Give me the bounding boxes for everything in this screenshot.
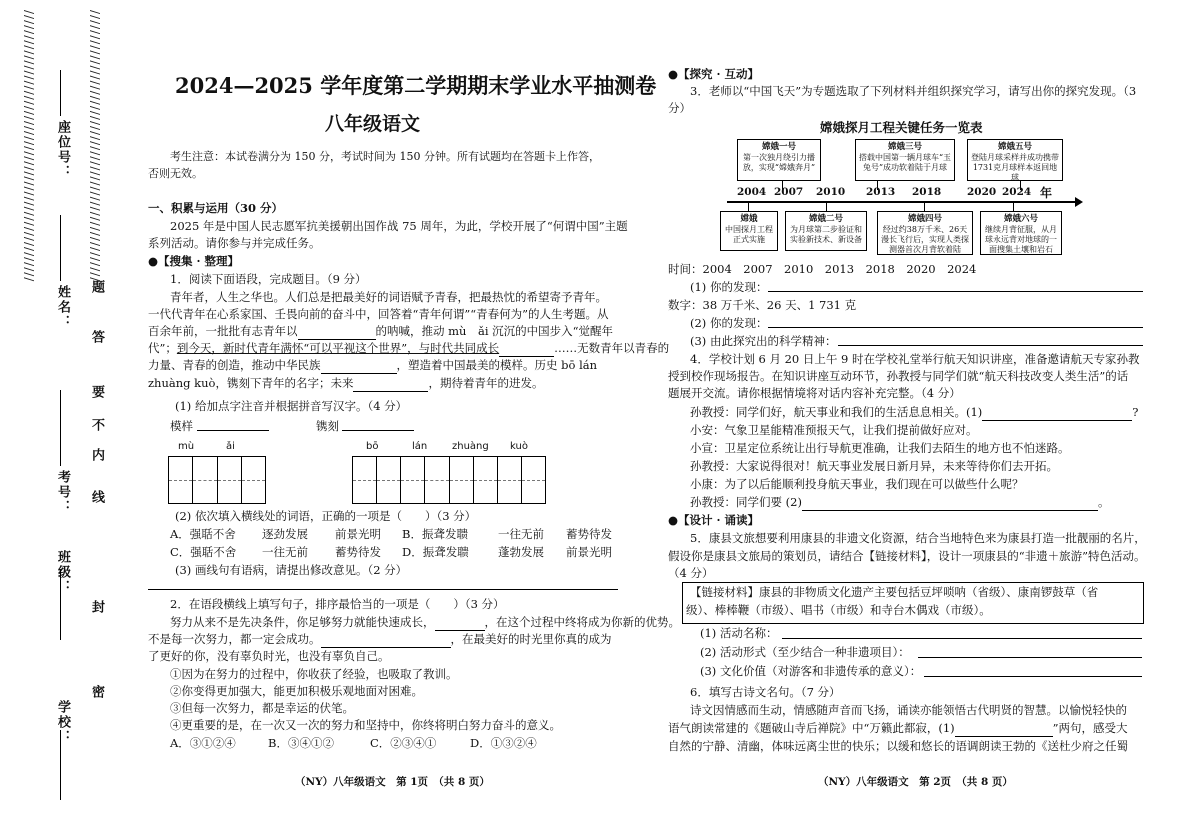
timeline-axis xyxy=(727,201,1077,203)
option-c: C．强聒不舍 xyxy=(170,545,237,559)
numbers-line: 数字：38 万千米、26 天、1 731 克 xyxy=(668,298,857,312)
name-label: 姓名： xyxy=(55,285,70,330)
option-d: D．振聋发聩 xyxy=(402,545,469,559)
paragraph-line: 代”；到今天，新时代青年满怀“可以平视这个世界”，与时代共同成长 ……无数青年以青春的 xyxy=(148,341,670,355)
intro-line: 系列活动。请你参与并完成任务。 xyxy=(148,236,321,250)
year-label: 2004 xyxy=(737,186,767,198)
poem-line: 诗文因情感而生动，情感随声音而飞扬，诵读亦能领悟古代明贤的智慧。以愉悦轻快的 xyxy=(690,703,1127,717)
link-material-text: 【链接材料】康县的非物质文化遗产主要包括豆坪唢呐（省级）、康南锣鼓草（省 xyxy=(690,585,1099,599)
seal-char: 要 xyxy=(89,385,104,400)
fill-blank[interactable] xyxy=(499,356,554,357)
task-heading: ●【探究 · 互动】 xyxy=(668,67,760,81)
exam-subtitle: 八年级语文 xyxy=(325,113,421,135)
dialogue-line: 小康：为了以后能顺利投身航天事业，我们现在可以做些什么呢？ xyxy=(690,477,1024,491)
grid-cell[interactable] xyxy=(425,457,449,503)
option-c: 蓄势待发 xyxy=(335,545,381,559)
paragraph-line: 百余年前，一批批有志青年以 的呐喊，推动 mù ǎi 沉沉的中国步入“觉醒年 xyxy=(148,324,614,338)
exam-no-label: 考号： xyxy=(55,470,70,515)
question-4: 题展开交流。请你根据情境将对话内容补充完整。（4 分） xyxy=(668,386,961,400)
question-4: 4．学校计划 6 月 20 日上午 9 时在学校礼堂举行航天知识讲座，准备邀请航天专家孙教 xyxy=(690,352,1140,366)
pinyin-label: bō xyxy=(366,441,379,452)
activity-form-label: (2) 活动形式（至少结合一种非遗项目）： xyxy=(700,645,910,659)
fill-blank[interactable] xyxy=(435,630,485,631)
option-b: 蓄势待发 xyxy=(566,527,612,541)
year-label: 2010 xyxy=(816,186,846,198)
task-heading: ●【设计 · 诵读】 xyxy=(668,513,760,527)
seat-field[interactable] xyxy=(60,70,61,116)
question-5: 假设你是康县文旅局的策划员，请结合【链接材料】，设计一项康县的“非遗＋旅游”特色活动。 xyxy=(668,549,1146,563)
question-1-1: (1) 给加点字注音并根据拼音写汉字。（4 分） xyxy=(175,399,408,413)
exam-title: 2024—2025 学年度第二学期期末学业水平抽测卷 xyxy=(175,73,657,98)
school-field[interactable] xyxy=(60,730,61,800)
connector xyxy=(748,202,749,211)
pinyin-answer-field[interactable] xyxy=(342,430,414,431)
activity-name-answer[interactable] xyxy=(782,638,1142,639)
fill-blank[interactable] xyxy=(321,647,451,648)
q2-sentence: ③但每一次努力，都是幸运的伏笔。 xyxy=(170,701,354,715)
q2-paragraph: 不是每一次努力，都一定会成功。 ，在最美好的时光里你真的成为 xyxy=(148,632,612,646)
writing-grid[interactable] xyxy=(352,456,546,504)
pinyin-label: lán xyxy=(412,441,428,452)
poem-line: 语气朗读常建的《题破山寺后禅院》中“万籁此都寂，(1) ”两句，感受大 xyxy=(668,721,1128,735)
notice-line: 否则无效。 xyxy=(148,167,203,180)
school-label: 学校： xyxy=(55,700,70,745)
activity-name-label: (1) 活动名称： xyxy=(700,626,778,640)
seat-label: 座位号： xyxy=(55,120,70,180)
finding-2-answer[interactable] xyxy=(768,327,1143,328)
mission-box-top: 嫦娥一号 第一次独月绕引力播放，实现“嫦娥奔月” xyxy=(737,139,821,181)
connector xyxy=(1013,202,1014,211)
year-label: 2024 xyxy=(1002,186,1032,198)
option-a: 前景光明 xyxy=(335,527,381,541)
page-footer: （NY）八年级语文 第 1页 （共 8 页） xyxy=(295,776,490,788)
flawed-sentence: 到今天，新时代青年满怀“可以平视这个世界”，与时代共同成长 xyxy=(176,341,500,355)
option-a: 逐劲发展 xyxy=(262,527,308,541)
dialogue-line: 小安：气象卫星能精准预报天气，让我们提前做好应对。 xyxy=(690,423,978,437)
year-label: 2013 xyxy=(866,186,896,198)
finding-3-label: (3) 由此探究出的科学精神： xyxy=(690,334,837,348)
chart-title: 嫦娥探月工程关键任务一览表 xyxy=(820,120,983,135)
activity-form-answer[interactable] xyxy=(918,657,1142,658)
grid-cell[interactable] xyxy=(193,457,217,503)
connector xyxy=(924,202,925,211)
dialogue-line: 孙教授：大家说得很对！航天事业发展日新月异，未来等待你们去开拓。 xyxy=(690,459,1058,473)
question-6: 6．填写古诗文名句。（7 分） xyxy=(690,685,841,699)
q2-sentence: ④更重要的是，在一次又一次的努力和坚持中，你终将明白努力奋斗的意义。 xyxy=(170,718,561,732)
pinyin-label: ǎi xyxy=(226,441,235,452)
tear-line-left: ////////////////////////////////////////////////////// xyxy=(22,10,36,283)
q2-option: B．③④①② xyxy=(268,736,334,750)
question-5: （4 分） xyxy=(668,566,714,580)
writing-grid[interactable] xyxy=(168,456,266,504)
mission-box-bottom: 嫦娥二号 为月球第二步验证和实验新技术、新设备 xyxy=(785,211,867,251)
grid-cell[interactable] xyxy=(522,457,545,503)
link-material-text: 级）、棒棒鞭（市级）、唱书（市级）和寺台木偶戏（市级）。 xyxy=(686,603,991,617)
mission-box-bottom: 嫦娥 中国探月工程正式实施 xyxy=(720,211,778,251)
mission-box-top: 嫦娥三号 搭载中国第一辆月球车“玉兔号”成功软着陆于月球 xyxy=(855,139,955,181)
paragraph-line: 一代代青年在心系家国、壬畏向前的奋斗中，回答着“青年何谓”“青春何为”的人生考题。从 xyxy=(148,307,609,321)
exam-no-field[interactable] xyxy=(60,390,61,466)
question-3: 3．老师以“中国飞天”为专题选取了下列材料并组织探究学习，请写出你的探究发现。（3 xyxy=(690,84,1137,98)
class-field[interactable] xyxy=(60,570,61,640)
year-label: 2018 xyxy=(912,186,942,198)
section-heading: 一、积累与运用（30 分） xyxy=(148,201,284,215)
timeline-arrow-icon xyxy=(1075,197,1083,207)
question-3: 分） xyxy=(668,101,691,115)
dialogue-answer-2[interactable] xyxy=(802,510,1098,511)
grid-cell[interactable] xyxy=(377,457,401,503)
option-b: B．振聋发聩 xyxy=(402,527,468,541)
task-heading: ●【搜集 · 整理】 xyxy=(148,254,240,268)
pinyin-label: mù xyxy=(178,441,195,452)
dialogue-line: 孙教授：同学们要 (2) 。 xyxy=(690,495,1110,509)
word-label: 镌刻 xyxy=(316,419,339,433)
grid-cell[interactable] xyxy=(450,457,474,503)
question-4: 授到校作现场报告。在知识讲座互动环节，孙教授与同学们就“航天科技改变人类生活”的话 xyxy=(668,369,1129,383)
dialogue-line: 小宣：卫星定位系统让出行导航更准确，让我们去陌生的地方也不怕迷路。 xyxy=(690,441,1070,455)
pinyin-answer-field[interactable] xyxy=(197,430,269,431)
grid-cell[interactable] xyxy=(169,457,193,503)
seal-char: 内 xyxy=(89,448,104,463)
poem-line: 自然的宁静、清幽，体味远离尘世的快乐；以缓和悠长的语调朗读王勃的《送杜少府之任蜀 xyxy=(668,739,1128,753)
seal-char: 不 xyxy=(89,418,104,433)
tear-line-right: ////////////////////////////////////////////////////// xyxy=(88,10,102,283)
grid-cell[interactable] xyxy=(401,457,425,503)
finding-1-answer[interactable] xyxy=(768,291,1143,292)
finding-2-label: (2) 你的发现： xyxy=(690,316,768,330)
grid-cell[interactable] xyxy=(218,457,242,503)
dialogue-line: 孙教授：同学们好，航天事业和我们的生活息息相关。(1) ? xyxy=(690,405,1139,419)
paragraph-line: 力量、青春的创造，推动中华民族 ，塑造着中国最美的模样。历史 bō lán xyxy=(148,358,598,372)
option-a: A．强聒不舍 xyxy=(170,527,236,541)
q2-sentence: ①因为在努力的过程中，你收获了经验，也吸取了教训。 xyxy=(170,667,458,681)
culture-value-answer[interactable] xyxy=(924,676,1142,677)
grid-cell[interactable] xyxy=(242,457,265,503)
divider xyxy=(148,589,618,590)
paragraph-line: zhuàng kuò，镌刻下青年的名字；未来 ，期待着青年的进发。 xyxy=(148,376,544,390)
culture-value-label: (3) 文化价值（对游客和非遗传承的意义）： xyxy=(700,664,922,678)
fill-blank[interactable] xyxy=(353,391,428,392)
grid-cell[interactable] xyxy=(474,457,498,503)
q2-option: D．①③②④ xyxy=(470,736,537,750)
seal-char: 题 xyxy=(89,280,104,295)
dialogue-answer-1[interactable] xyxy=(982,420,1132,421)
fill-blank[interactable] xyxy=(321,373,397,374)
year-label: 2007 xyxy=(774,186,804,198)
class-label: 班级： xyxy=(55,550,70,595)
year-unit: 年 xyxy=(1040,186,1053,200)
question-2: 2．在语段横线上填写句子，排序最恰当的一项是（ ）（3 分） xyxy=(170,597,505,611)
binding-strip xyxy=(0,0,120,820)
option-c: 一往无前 xyxy=(262,545,308,559)
pinyin-label: kuò xyxy=(510,441,528,452)
pinyin-label: zhuàng xyxy=(452,441,489,452)
option-d: 蓬勃发展 xyxy=(498,545,544,559)
intro-line: 2025 年是中国人民志愿军抗美援朝出国作战 75 周年，为此，学校开展了“何谓中国”主题 xyxy=(170,219,628,233)
seal-char: 封 xyxy=(89,600,104,615)
seal-char: 密 xyxy=(89,685,104,700)
poem-answer-1[interactable] xyxy=(955,736,1053,737)
time-line: 时间：2004 2007 2010 2013 2018 2020 2024 xyxy=(668,262,977,276)
finding-1-label: (1) 你的发现： xyxy=(690,280,768,294)
mission-box-top: 嫦娥五号 登陆月球采样并成功携带1731克月球样本返回地球 xyxy=(967,139,1063,181)
grid-cell[interactable] xyxy=(353,457,377,503)
fill-blank[interactable] xyxy=(298,339,376,340)
seal-char: 答 xyxy=(89,330,104,345)
paragraph-line: 青年者，人生之华也。人们总是把最美好的词语赋予青春，把最热忱的希望寄予青年。 xyxy=(170,290,607,304)
seal-char: 线 xyxy=(89,490,104,505)
mission-box-bottom: 嫦娥四号 经过约38万千米、26天漫长飞行后，实现人类探测器首次月背软着陆 xyxy=(877,211,973,255)
connector xyxy=(826,202,827,211)
q2-sentence: ②你变得更加强大，能更加积极乐观地面对困难。 xyxy=(170,684,423,698)
word-label: 模样 xyxy=(170,419,193,433)
year-label: 2020 xyxy=(967,186,997,198)
notice-line: 考生注意：本试卷满分为 150 分，考试时间为 150 分钟。所有试题均在答题卡上作答， xyxy=(170,150,600,163)
q2-paragraph: 努力从来不是先决条件，你足够努力就能快速成长， ，在这个过程中终将成为你新的优势。 xyxy=(170,615,680,629)
question-1-2: (2) 依次填入横线处的词语，正确的一项是（ ）（3 分） xyxy=(175,509,477,523)
mission-box-bottom: 嫦娥六号 继续月背征服，从月球永远背对地球的一面搜集土壤和岩石 xyxy=(980,211,1062,255)
question-1-3: (3) 画线句有语病，请提出修改意见。（2 分） xyxy=(175,563,408,577)
q2-option: C．②③④① xyxy=(370,736,437,750)
option-d: 前景光明 xyxy=(566,545,612,559)
q2-option: A．③①②④ xyxy=(170,736,236,750)
page-footer: （NY）八年级语文 第 2页 （共 8 页） xyxy=(818,776,1013,788)
finding-3-answer[interactable] xyxy=(838,345,1143,346)
grid-cell[interactable] xyxy=(498,457,522,503)
option-b: 一往无前 xyxy=(498,527,544,541)
question-1: 1．阅读下面语段，完成题目。（9 分） xyxy=(170,272,367,286)
question-5: 5．康县文旅想要利用康县的非遗文化资源，结合当地特色来为康县打造一批靓丽的名片， xyxy=(690,531,1146,545)
name-field[interactable] xyxy=(60,215,61,281)
q2-paragraph: 了更好的你，没有辜负时光，也没有辜负自己。 xyxy=(148,649,390,663)
